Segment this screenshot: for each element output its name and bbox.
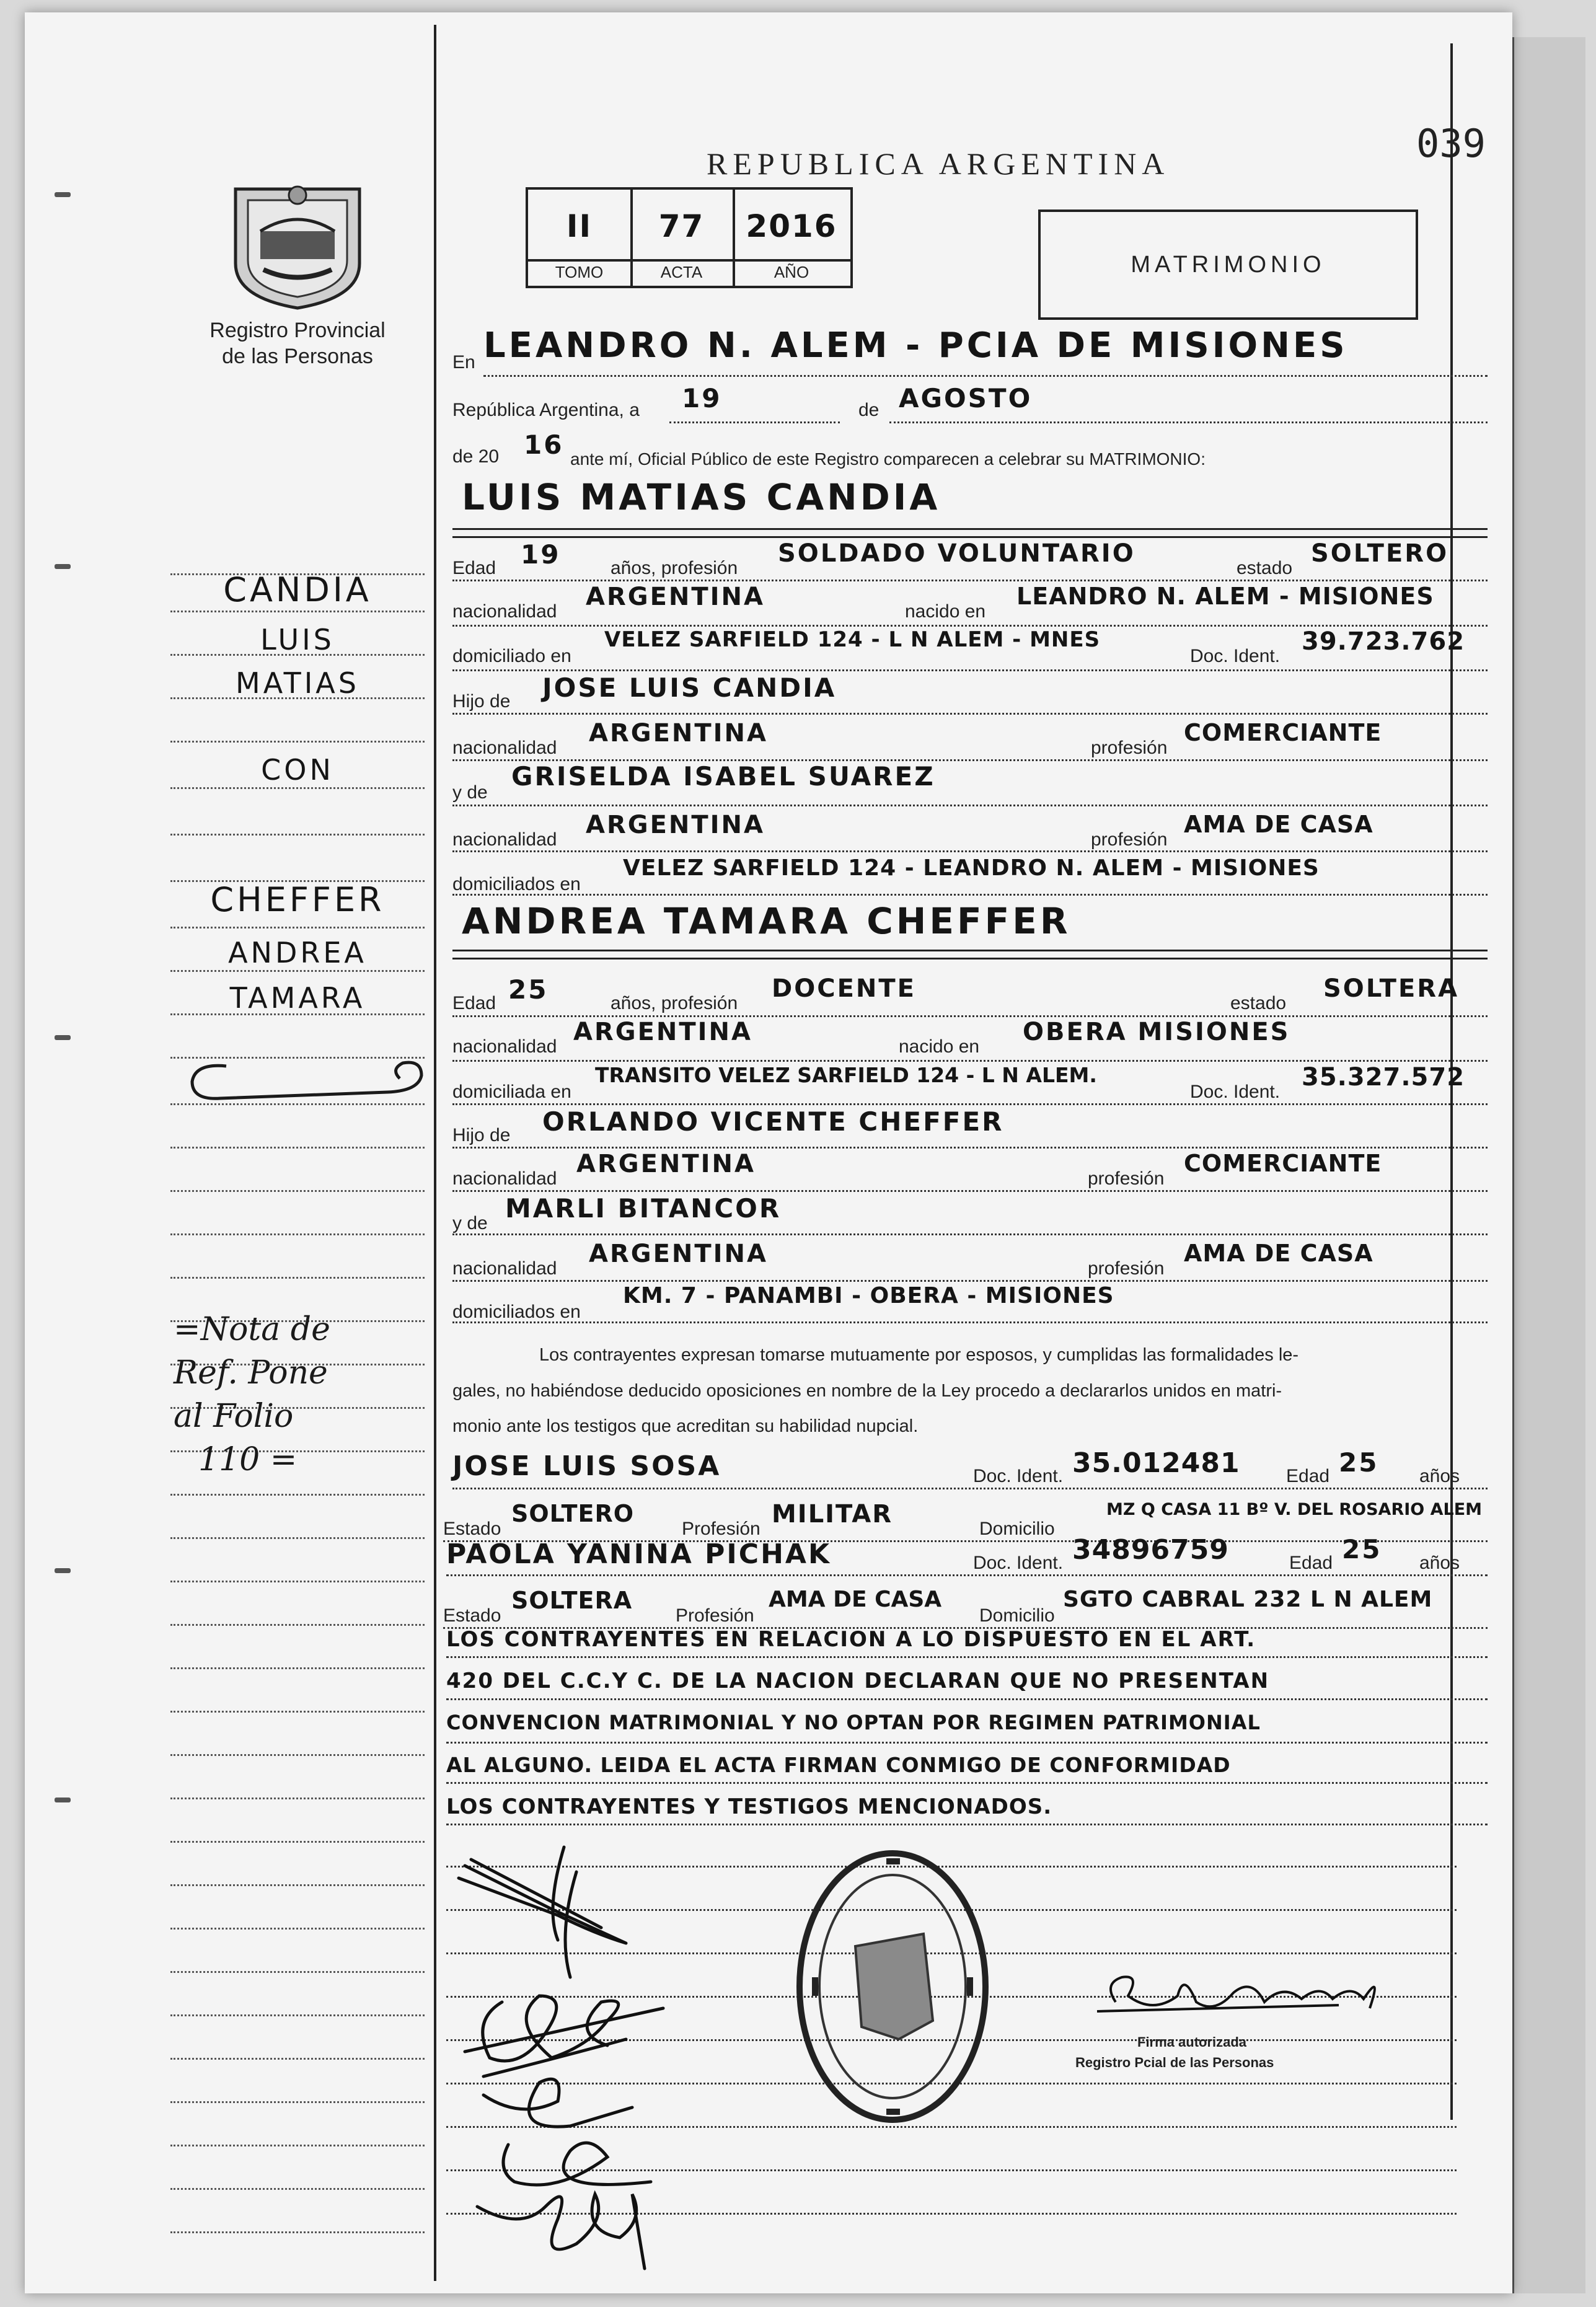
estado-label: estado [1237, 558, 1293, 578]
edad-label: Edad [452, 558, 496, 578]
groom-profesion: SOLDADO VOLUNTARIO [778, 539, 1135, 568]
place-value: LEANDRO N. ALEM - PCIA DE MISIONES [483, 325, 1348, 366]
bride-father-prof: COMERCIANTE [1184, 1150, 1382, 1177]
witness2-name: PAOLA YANINA PICHAK [446, 1538, 832, 1570]
groom-doc: 39.723.762 [1302, 627, 1465, 656]
nacionalidad-label: nacionalidad [452, 601, 557, 622]
official-signature-icon [1078, 1959, 1401, 2039]
ante-mi-text: ante mí, Oficial Público de este Registro comparecen a celebrar su MATRIMONIO: [570, 449, 1206, 469]
witness1-doc: 35.012481 [1072, 1447, 1240, 1479]
profesion-label: profesión [1091, 829, 1168, 850]
note-line-4: AL ALGUNO. LEIDA EL ACTA FIRMAN CONMIGO DE CONFORMIDAD [446, 1753, 1231, 1777]
witness2-profesion: AMA DE CASA [769, 1587, 942, 1612]
doc-label: Doc. Ident. [1190, 1082, 1281, 1102]
day-value: 19 [682, 383, 722, 413]
hijo-label: Hijo de [452, 691, 511, 712]
bride-full-name: ANDREA TAMARA CHEFFER [462, 900, 1071, 942]
bride-mother-prof: AMA DE CASA [1184, 1240, 1373, 1267]
binding-hole [55, 564, 71, 569]
margin-name-2a: ANDREA [228, 936, 367, 969]
profesion-label: profesión [1088, 1168, 1165, 1189]
margin-note-4: 110 = [198, 1441, 298, 1478]
nacionalidad-label: nacionalidad [452, 1258, 557, 1279]
groom-edad: 19 [521, 539, 561, 570]
domicilio-label: Domicilio [979, 1605, 1055, 1626]
firma-label: Firma autorizada [1137, 2034, 1247, 2050]
anio-label: AÑO [774, 263, 809, 281]
witness2-edad: 25 [1342, 1534, 1382, 1564]
nacionalidad-label: nacionalidad [452, 1168, 557, 1189]
de20-label: de 20 [452, 446, 500, 467]
doc-label: Doc. Ident. [973, 1553, 1064, 1573]
registry-stamp-icon [787, 1841, 998, 2132]
witness1-name: JOSE LUIS SOSA [452, 1450, 721, 1482]
acta-label: ACTA [660, 263, 703, 281]
bride-parents-dom: KM. 7 - PANAMBI - OBERA - MISIONES [623, 1283, 1114, 1308]
yde-label: y de [452, 782, 488, 803]
margin-name-1b: MATIAS [236, 666, 359, 700]
groom-father-prof: COMERCIANTE [1184, 719, 1382, 746]
registry-label [186, 317, 409, 369]
margin-flourish [183, 1054, 431, 1109]
groom-full-name: LUIS MATIAS CANDIA [462, 476, 941, 518]
domiciliado-label: domiciliado en [452, 646, 571, 666]
margin-surname-1: CANDIA [223, 570, 372, 609]
en-label: En [452, 352, 475, 373]
nacionalidad-label: nacionalidad [452, 1036, 557, 1057]
margin-name-2b: TAMARA [229, 981, 366, 1015]
groom-father: JOSE LUIS CANDIA [542, 673, 837, 703]
bride-father-nac: ARGENTINA [576, 1150, 756, 1178]
domicilio-label: Domicilio [979, 1519, 1055, 1539]
bride-estado: SOLTERA [1323, 974, 1460, 1003]
bride-edad: 25 [508, 974, 549, 1005]
groom-father-nac: ARGENTINA [589, 719, 768, 748]
witness1-edad: 25 [1339, 1447, 1379, 1478]
groom-estado: SOLTERO [1311, 539, 1449, 568]
bride-nacionalidad: ARGENTINA [573, 1018, 752, 1046]
de-label: de [858, 400, 880, 420]
month-value: AGOSTO [899, 383, 1033, 413]
hijo-label: Hijo de [452, 1125, 511, 1145]
yde-label: y de [452, 1213, 488, 1233]
nacido-label: nacido en [899, 1036, 980, 1057]
margin-note-2: Ref. Pone [174, 1354, 328, 1392]
country-title: REPUBLICA ARGENTINA [707, 146, 1170, 181]
witness2-domicilio: SGTO CABRAL 232 L N ALEM [1063, 1587, 1433, 1612]
bride-nacido-en: OBERA MISIONES [1023, 1018, 1290, 1046]
anos-label: años [1419, 1553, 1460, 1573]
groom-nacido-en: LEANDRO N. ALEM - MISIONES [1016, 583, 1434, 610]
party-signatures-icon [446, 1835, 694, 2281]
bride-mother-nac: ARGENTINA [589, 1240, 768, 1268]
profesion-label: Profesión [676, 1605, 754, 1626]
nacionalidad-label: nacionalidad [452, 829, 557, 850]
profesion-label: profesión [1091, 738, 1168, 758]
bride-profesion: DOCENTE [772, 974, 916, 1003]
bride-doc: 35.327.572 [1302, 1063, 1465, 1092]
record-number-box [526, 187, 853, 288]
page-number: 039 [1416, 121, 1486, 166]
year-suffix: 16 [524, 430, 564, 460]
anos-profesion-label: años, profesión [611, 993, 738, 1013]
tomo-label: TOMO [555, 263, 604, 281]
note-line-1: LOS CONTRAYENTES EN RELACION A LO DISPUESTO EN EL ART. [446, 1627, 1256, 1652]
note-line-5: LOS CONTRAYENTES Y TESTIGOS MENCIONADOS. [446, 1794, 1052, 1819]
registry-label-line2: de las Personas [222, 345, 373, 368]
groom-mother-nac: ARGENTINA [586, 811, 765, 839]
anos-profesion-label: años, profesión [611, 558, 738, 578]
groom-domicilio: VELEZ SARFIELD 124 - L N ALEM - MNES [604, 627, 1101, 652]
binding-hole [55, 192, 71, 197]
profesion-label: profesión [1088, 1258, 1165, 1279]
groom-nacionalidad: ARGENTINA [586, 583, 765, 611]
margin-note-3: al Folio [174, 1398, 294, 1435]
province-seal-icon [211, 170, 384, 313]
witness2-doc: 34896759 [1072, 1534, 1229, 1566]
margin-divider [434, 25, 436, 2281]
witness1-profesion: MILITAR [772, 1500, 893, 1528]
groom-mother: GRISELDA ISABEL SUAREZ [511, 761, 935, 792]
binding-hole [55, 1798, 71, 1802]
nacido-label: nacido en [905, 601, 986, 622]
anos-label: años [1419, 1466, 1460, 1486]
register-page [25, 12, 1512, 2293]
witness2-estado: SOLTERA [511, 1587, 633, 1614]
bride-domicilio: TRANSITO VELEZ SARFIELD 124 - L N ALEM. [595, 1063, 1097, 1087]
groom-mother-prof: AMA DE CASA [1184, 811, 1373, 838]
edad-label: Edad [452, 993, 496, 1013]
bride-father: ORLANDO VICENTE CHEFFER [542, 1106, 1004, 1137]
margin-name-1a: LUIS [260, 623, 335, 656]
nacionalidad-label: nacionalidad [452, 738, 557, 758]
doc-label: Doc. Ident. [973, 1466, 1064, 1486]
adjacent-page-edge [1512, 37, 1585, 2293]
registro-label: Registro Pcial de las Personas [1075, 2055, 1274, 2070]
binding-hole [55, 1035, 71, 1040]
witness1-estado: SOLTERO [511, 1500, 635, 1527]
bride-mother: MARLI BITANCOR [505, 1193, 782, 1224]
domiciliados-label: domiciliados en [452, 1302, 581, 1322]
note-line-3: CONVENCION MATRIMONIAL Y NO OPTAN POR REGIMEN PATRIMONIAL [446, 1711, 1261, 1734]
doc-label: Doc. Ident. [1190, 646, 1281, 666]
tomo-value: II [566, 208, 593, 244]
note-line-2: 420 DEL C.C.Y C. DE LA NACION DECLARAN QUE NO PRESENTAN [446, 1669, 1270, 1693]
edad-label: Edad [1286, 1466, 1330, 1486]
body-line-1: Los contrayentes expresan tomarse mutuamente por esposos, y cumplidas las formalidades le- [539, 1345, 1299, 1365]
anio-value: 2016 [746, 208, 837, 244]
profesion-label: Profesión [682, 1519, 761, 1539]
margin-con: CON [261, 753, 334, 787]
binding-hole [55, 1568, 71, 1573]
witness1-domicilio: MZ Q CASA 11 Bº V. DEL ROSARIO ALEM [1106, 1500, 1483, 1519]
body-line-2: gales, no habiéndose deducido oposiciones en nombre de la Ley procedo a declararlos unidos en matri- [452, 1381, 1282, 1401]
margin-surname-2: CHEFFER [210, 880, 385, 919]
estado-label: Estado [443, 1519, 501, 1539]
registry-label-line1: Registro Provincial [209, 319, 386, 342]
estado-label: estado [1230, 993, 1287, 1013]
edad-label: Edad [1289, 1553, 1333, 1573]
body-line-3: monio ante los testigos que acreditan su habilidad nupcial. [452, 1416, 919, 1436]
estado-label: Estado [443, 1605, 501, 1626]
act-type-box: MATRIMONIO [1038, 210, 1418, 320]
domiciliados-label: domiciliados en [452, 874, 581, 894]
acta-value: 77 [658, 208, 705, 244]
domiciliada-label: domiciliada en [452, 1082, 571, 1102]
margin-note-1: =Nota de [174, 1311, 330, 1348]
republica-label: República Argentina, a [452, 400, 640, 420]
groom-parents-dom: VELEZ SARFIELD 124 - LEANDRO N. ALEM - MISIONES [623, 855, 1320, 881]
